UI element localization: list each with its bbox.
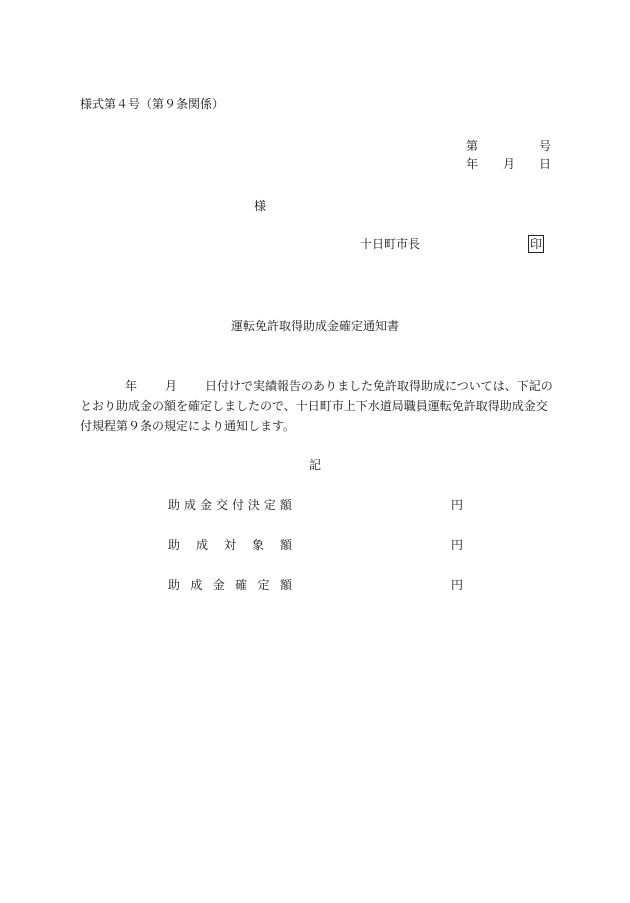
- item-label-2: [168, 538, 292, 552]
- label-char: 成: [195, 538, 208, 552]
- item-label-3: [168, 578, 292, 592]
- issuer-name: 十日町市長: [360, 237, 421, 251]
- label-char: 金: [212, 578, 225, 592]
- label-char: 助: [168, 498, 181, 512]
- label-char: 金: [199, 498, 212, 512]
- label-char: 定: [263, 498, 276, 512]
- label-char: 助: [168, 578, 181, 592]
- document-title: 運転免許取得助成金確定通知書: [230, 319, 399, 333]
- label-char: 額: [279, 538, 292, 552]
- doc-number-dai: 第: [466, 139, 479, 153]
- seal-mark: 印: [530, 237, 543, 251]
- body-line-3: 付規程第９条の規定により通知します。: [80, 419, 296, 433]
- label-char: 対: [223, 538, 236, 552]
- label-char: 助: [168, 538, 181, 552]
- addressee-suffix: 様: [254, 199, 267, 213]
- item-unit-3: 円: [451, 578, 464, 592]
- body-line-2: とおり助成金の額を確定しましたので、十日町市上下水道局職員運転免許取得助成金交: [80, 399, 548, 413]
- label-char: 額: [279, 578, 292, 592]
- label-char: 成: [190, 578, 203, 592]
- body-line-1: [80, 376, 560, 396]
- form-number: 様式第４号（第９条関係）: [80, 97, 225, 111]
- label-char: 象: [251, 538, 264, 552]
- label-char: 成: [183, 498, 196, 512]
- label-char: 確: [235, 578, 248, 592]
- label-char: 付: [231, 498, 244, 512]
- body-paragraph: [80, 376, 560, 436]
- date-month: 月: [503, 157, 516, 171]
- body-year: 年: [125, 379, 138, 393]
- doc-number-go: 号: [539, 139, 552, 153]
- ki-heading: 記: [308, 458, 321, 472]
- body-line1-rest: 日付けで実績報告のありました免許取得助成については、下記の: [205, 379, 553, 393]
- label-char: 額: [279, 498, 292, 512]
- item-unit-2: 円: [451, 538, 464, 552]
- item-unit-1: 円: [451, 498, 464, 512]
- body-month: 月: [165, 379, 178, 393]
- label-char: 決: [247, 498, 260, 512]
- label-char: 定: [257, 578, 270, 592]
- item-label-1: [168, 498, 292, 512]
- date-day: 日: [539, 157, 552, 171]
- label-char: 交: [215, 498, 228, 512]
- date-year: 年: [466, 157, 479, 171]
